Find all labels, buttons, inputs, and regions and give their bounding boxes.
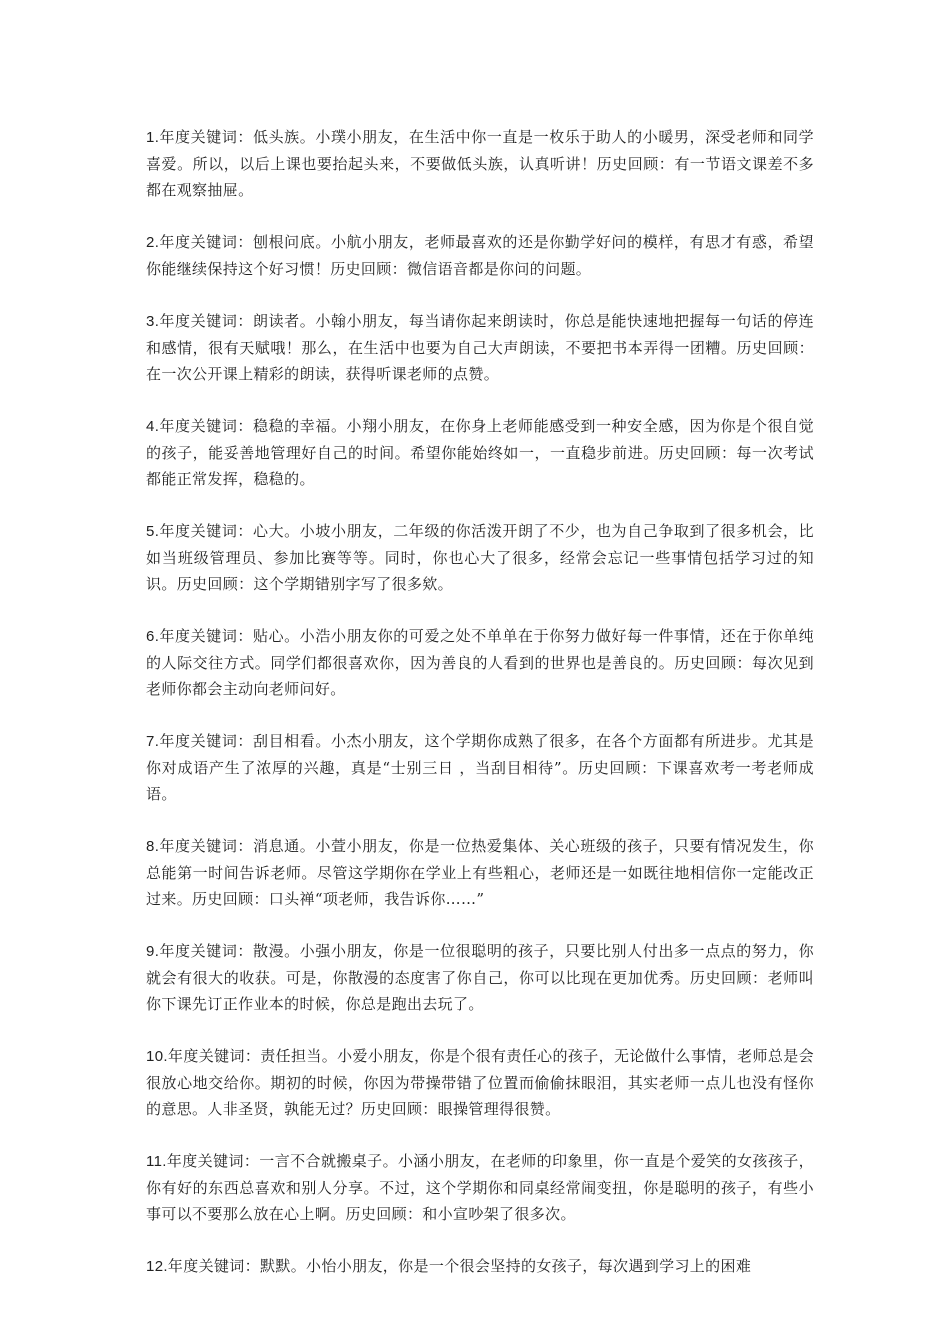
paragraph-7 bbox=[146, 728, 814, 807]
paragraph-text: 年度关键词：低头族。小璞小朋友，在生活中你一直是一枚乐于助人的小暖男，深受老师和同学喜爱。所以，以后上课也要抬起头来，不要做低头族，认真听讲！历史回顾：有一节语文课差不多都在观察抽屉。 bbox=[146, 128, 814, 199]
paragraph-text: 年度关键词：贴心。小浩小朋友你的可爱之处不单单在于你努力做好每一件事情，还在于你单纯的人际交往方式。同学们都很喜欢你，因为善良的人看到的世界也是善良的。历史回顾：每次见到老师你都会主动向老师问好。 bbox=[146, 627, 814, 698]
paragraph-9 bbox=[146, 938, 814, 1017]
paragraph-number: 8. bbox=[146, 838, 160, 855]
paragraph-number: 5. bbox=[146, 523, 160, 540]
paragraph-number: 4. bbox=[146, 418, 160, 435]
paragraph-number: 3. bbox=[146, 313, 160, 330]
paragraph-text: 年度关键词：稳稳的幸福。小翔小朋友，在你身上老师能感受到一种安全感，因为你是个很自觉的孩子，能妥善地管理好自己的时间。希望你能始终如一，一直稳步前进。历史回顾：每一次考试都能正常发挥，稳稳的。 bbox=[146, 417, 814, 488]
paragraph-text: 年度关键词：责任担当。小爱小朋友，你是个很有责任心的孩子，无论做什么事情，老师总是会很放心地交给你。期初的时候，你因为带操带错了位置而偷偷抹眼泪，其实老师一点儿也没有怪你的意思。人非圣贤，孰能无过？历史回顾：眼操管理得很赞。 bbox=[146, 1047, 814, 1118]
paragraph-text: 年度关键词：散漫。小强小朋友，你是一位很聪明的孩子，只要比别人付出多一点点的努力，你就会有很大的收获。可是，你散漫的态度害了你自己，你可以比现在更加优秀。历史回顾：老师叫你下课先订正作业本的时候，你总是跑出去玩了。 bbox=[146, 942, 814, 1013]
paragraph-1 bbox=[146, 124, 814, 203]
paragraph-number: 11. bbox=[146, 1153, 167, 1170]
paragraph-text: 年度关键词：朗读者。小翰小朋友，每当请你起来朗读时，你总是能快速地把握每一句话的停连和感情，很有天赋哦！那么，在生活中也要为自己大声朗读，不要把书本弄得一团糟。历史回顾：在一次公开课上精彩的朗读，获得听课老师的点赞。 bbox=[146, 312, 814, 383]
paragraph-text: 年度关键词：刨根问底。小航小朋友，老师最喜欢的还是你勤学好问的模样，有思才有惑，希望你能继续保持这个好习惯！历史回顾：微信语音都是你问的问题。 bbox=[146, 233, 814, 278]
paragraph-10 bbox=[146, 1043, 814, 1122]
paragraph-text: 年度关键词：心大。小坡小朋友，二年级的你活泼开朗了不少，也为自己争取到了很多机会，比如当班级管理员、参加比赛等等。同时，你也心大了很多，经常会忘记一些事情包括学习过的知识。历史回顾：这个学期错别字写了很多欸。 bbox=[146, 522, 814, 593]
paragraph-number: 9. bbox=[146, 943, 160, 960]
paragraph-6 bbox=[146, 623, 814, 702]
paragraph-text: 年度关键词：一言不合就搬桌子。小涵小朋友，在老师的印象里，你一直是个爱笑的女孩孩子，你有好的东西总喜欢和别人分享。不过，这个学期你和同桌经常闹变扭，你是聪明的孩子，有些小事可以不要那么放在心上啊。历史回顾：和小宣吵架了很多次。 bbox=[146, 1152, 814, 1223]
paragraph-number: 6. bbox=[146, 628, 160, 645]
paragraph-5 bbox=[146, 518, 814, 597]
paragraph-text: 年度关键词：默默。小怡小朋友，你是一个很会坚持的女孩子，每次遇到学习上的困难 bbox=[167, 1257, 752, 1275]
paragraph-number: 12. bbox=[146, 1258, 168, 1275]
paragraph-text: 年度关键词：消息通。小萱小朋友，你是一位热爱集体、关心班级的孩子，只要有情况发生，你总能第一时间告诉老师。尽管这学期你在学业上有些粗心，老师还是一如既往地相信你一定能改正过来。历史回顾：口头禅“项老师，我告诉你……” bbox=[146, 837, 814, 908]
paragraph-8 bbox=[146, 833, 814, 912]
document-body bbox=[146, 124, 814, 1306]
paragraph-12 bbox=[146, 1253, 814, 1280]
paragraph-number: 2. bbox=[146, 234, 160, 251]
paragraph-number: 1. bbox=[146, 129, 160, 146]
paragraph-number: 7. bbox=[146, 733, 160, 750]
paragraph-3 bbox=[146, 308, 814, 387]
paragraph-4 bbox=[146, 413, 814, 492]
paragraph-number: 10. bbox=[146, 1048, 168, 1065]
paragraph-11 bbox=[146, 1148, 814, 1227]
paragraph-2 bbox=[146, 229, 814, 282]
paragraph-text: 年度关键词：刮目相看。小杰小朋友，这个学期你成熟了很多，在各个方面都有所进步。尤其是你对成语产生了浓厚的兴趣，真是“士别三日 ，当刮目相待”。历史回顾：下课喜欢考一考老师成语。 bbox=[146, 732, 814, 803]
